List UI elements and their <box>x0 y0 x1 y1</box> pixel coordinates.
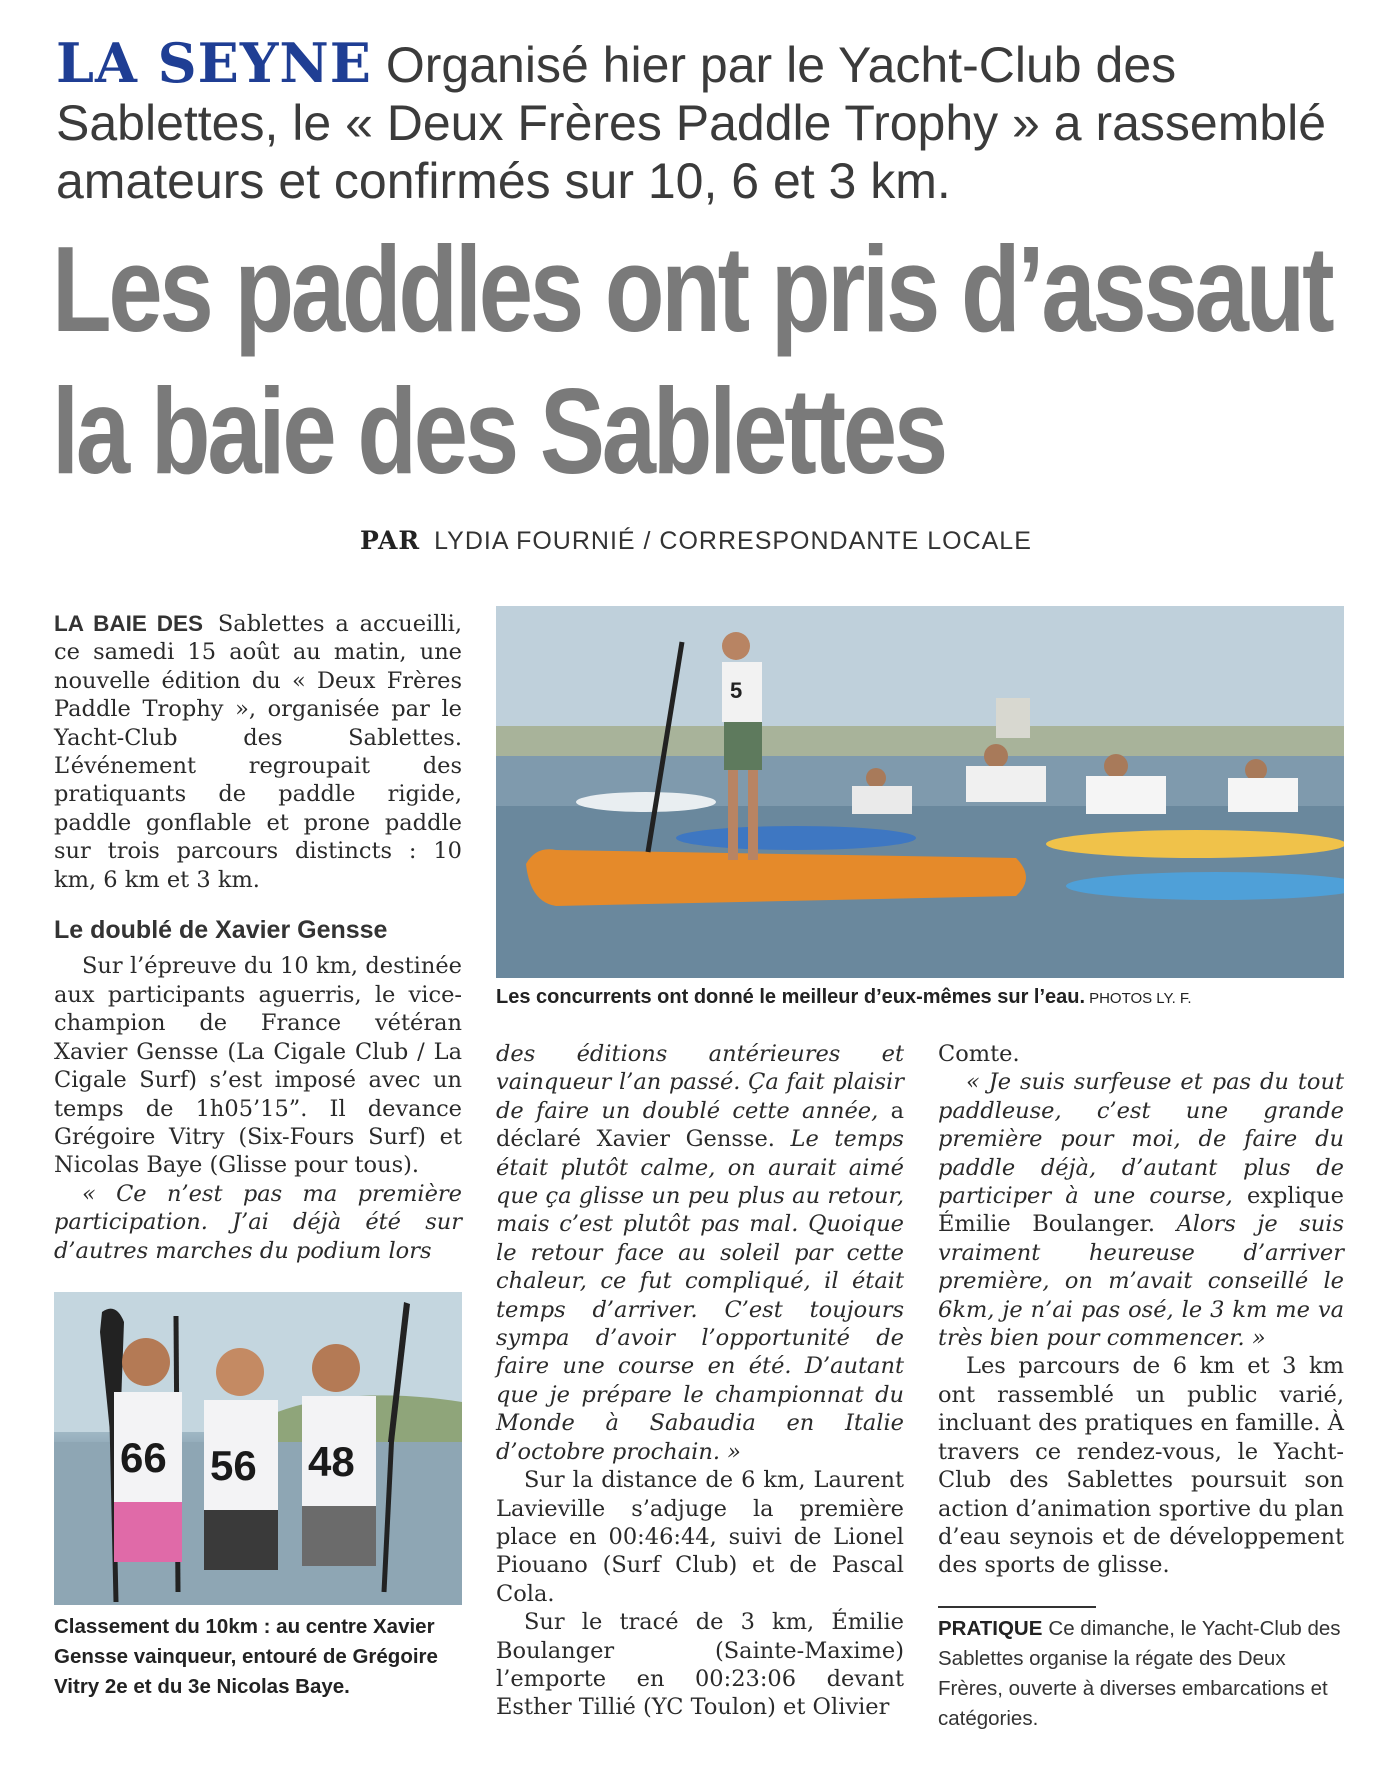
quote-gensse-start: « Ce n’est pas ma première participation. J’ai déjà été sur d’autres marches du podium lors <box>54 1180 462 1264</box>
article-column-2 <box>496 1040 904 1722</box>
quote-gensse-continued <box>496 1040 904 1466</box>
quote-attribution: a déclaré Xavier Gensse. <box>496 1097 904 1153</box>
byline-par: PAR <box>360 526 421 555</box>
paragraph-final: Les parcours de 6 km et 3 km ont rassemblé un public varié, incluant des pratiques en famille. À travers ce rendez-vous, le Yacht-Club des Sablettes poursuit son action d’animation sportive du plan d’eau seynois et de développement des sports de glisse. <box>938 1353 1344 1579</box>
podium-photo-illustration <box>54 1292 462 1605</box>
headline-line-1: Les paddles ont pris d’assaut <box>52 221 1332 357</box>
byline <box>360 526 1032 556</box>
quote2-end: Alors je suis vraiment heureuse d’arriver première, on m’avait conseillé le 6km, je n’ai pas osé, le 3 km me va très bien pour commencer. » <box>938 1211 1344 1352</box>
paragraph-10km: Sur l’épreuve du 10 km, destinée aux participants aguerris, le vice-champion de France vétéran Xavier Gensse (La Cigale Club / La Cigale Surf) s’est imposé avec un temps de 1h05’15”. Il devance Grégoire Vitry (Six-Fours Surf) et Nicolas Baye (Glisse pour tous). <box>54 953 462 1179</box>
lead-words: LA BAIE DES <box>54 611 204 636</box>
article-column-1 <box>54 610 462 1265</box>
paragraph-6km: Sur la distance de 6 km, Laurent Lavieville s’adjuge la première place en 00:46:44, suivi de Lionel Piouano (Surf Club) et de Pascal Cola. <box>496 1467 904 1607</box>
place-name: LA SEYNE <box>56 31 372 95</box>
bib-number: 56 <box>210 1442 257 1489</box>
quote2-attribution: explique Émilie Boulanger. <box>938 1183 1344 1238</box>
quote2-text: « Je suis surfeuse et pas du tout paddleuse, c’est une grande première pour moi, de faire du paddle déjà, d’autant plus de participer à une course, <box>938 1069 1344 1210</box>
photo-podium-caption: Classement du 10km : au centre Xavier Gensse vainqueur, entouré de Grégoire Vitry 2e et du 3e Nicolas Baye. <box>54 1615 438 1698</box>
headline-line-2: la baie des Sablettes <box>52 363 945 499</box>
photo-race <box>496 606 1344 978</box>
paragraph-3km-continued: Comte. <box>938 1041 1020 1067</box>
bib-number: 48 <box>308 1438 355 1485</box>
pratique-label: PRATIQUE <box>938 1617 1043 1640</box>
pratique-text: Ce dimanche, le Yacht-Club des Sablettes organise la régate des Deux Frères, ouverte à diverses embarcations et catégories. <box>938 1617 1341 1730</box>
caption-text: Les concurrents ont donné le meilleur d’eux-mêmes sur l’eau. <box>496 986 1086 1008</box>
bib-number: 5 <box>730 678 743 703</box>
subheading: Le doublé de Xavier Gensse <box>54 916 388 945</box>
kicker-text: Organisé hier par le Yacht-Club des Sablettes, le « Deux Frères Paddle Trophy » a rassemblé amateurs et confirmés sur 10, 6 et 3 km. <box>56 37 1327 209</box>
byline-author: LYDIA FOURNIÉ / CORRESPONDANTE LOCALE <box>434 527 1032 555</box>
quote-mid: des éditions antérieures et vainqueur l’an passé. Ça fait plaisir de faire un doublé cette année, <box>496 1041 904 1124</box>
quote-end: Le temps était plutôt calme, on aurait aimé que ça glisse un peu plus au retour, mais c’est plutôt pas mal. Quoique le retour face au soleil par cette chaleur, ce fut compliqué, il était temps d’arriver. C’est toujours sympa d’avoir l’opportunité de faire une course en été. D’autant que je prépare le championnat du Monde à Sabaudia en Italie d’octobre prochain. » <box>496 1126 904 1465</box>
photo-credit: PHOTOS LY. F. <box>1089 990 1192 1007</box>
pratique-divider <box>938 1606 1096 1608</box>
paragraph-3km: Sur le tracé de 3 km, Émilie Boulanger (Sainte-Maxime) l’emporte en 00:23:06 devant Esther Tillié (YC Toulon) et Olivier <box>496 1609 904 1721</box>
bib-number: 66 <box>120 1434 167 1481</box>
intro-text: Sablettes a accueilli, ce samedi 15 août au matin, une nouvelle édition du « Deux Frères Paddle Trophy », organisée par le Yacht-Club des Sablettes. L’événement regroupait des pratiquants de paddle rigide, paddle gonflable et prone paddle sur trois parcours distincts : 10 km, 6 km et 3 km. <box>54 611 462 893</box>
article-column-3 <box>938 1040 1344 1580</box>
race-photo-illustration <box>496 606 1344 978</box>
kicker <box>56 31 1346 210</box>
photo-race-caption <box>496 986 1344 1009</box>
intro-paragraph <box>54 610 462 894</box>
headline <box>52 218 1332 502</box>
photo-podium <box>54 1292 462 1605</box>
pratique-box <box>938 1614 1344 1734</box>
quote-boulanger <box>938 1068 1344 1352</box>
